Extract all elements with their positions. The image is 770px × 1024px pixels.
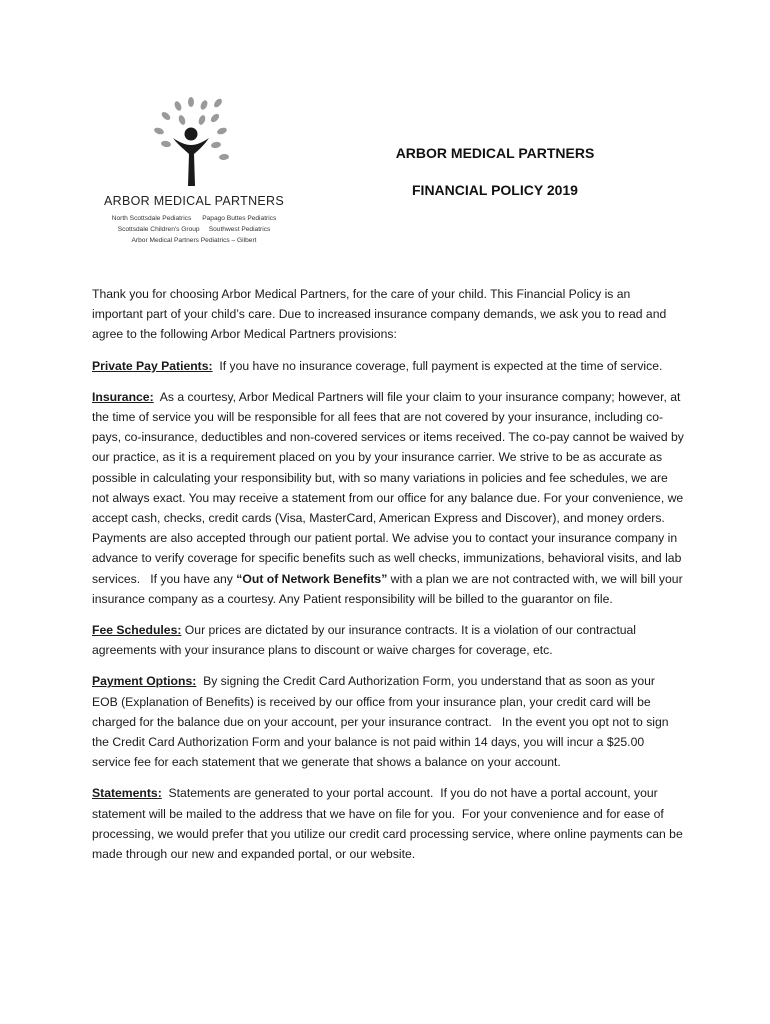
intro-paragraph: Thank you for choosing Arbor Medical Partners, for the care of your child. This Financial Policy is an important part of your child’s care. Due to increased insurance company demands, we ask you to read and agree to the following Arbor Medical Partners provisions:: [92, 287, 667, 342]
payment-options-section: [92, 671, 684, 772]
document-subtitle: FINANCIAL POLICY 2019: [412, 182, 578, 198]
statements-label: Statements:: [92, 786, 162, 801]
fee-schedules-text: Our prices are dictated by our insurance contracts. It is a violation of our contractual agreements with your insurance plans to discount or waive charges for coverage, etc.: [92, 623, 636, 658]
logo-name: ARBOR MEDICAL PARTNERS: [103, 194, 284, 208]
logo-practice-line-2: Scottsdale Children's Group Southwest Pediatrics: [117, 226, 271, 233]
private-pay-section: [92, 356, 684, 376]
logo-practice-line-3: Arbor Medical Partners Pediatrics – Gilbert: [131, 237, 257, 244]
fee-schedules-label: Fee Schedules:: [92, 623, 182, 638]
insurance-label: Insurance:: [92, 389, 154, 404]
insurance-text-b: with a plan we are not contracted with, we will bill your insurance company as a courtesy. Any Patient responsibility will be billed to the guarantor on file.: [92, 571, 683, 606]
insurance-section: [92, 387, 688, 609]
document-title: ARBOR MEDICAL PARTNERS: [395, 145, 595, 161]
policy-body: [92, 284, 688, 875]
payment-options-text: By signing the Credit Card Authorization Form, you understand that as soon as your EOB (Explanation of Benefits) is received by our office from your insurance plan, your credit card will be charged for the balance due on your account, per your insurance contract. In the event you opt not to sign the Credit Card Authorization Form and your balance is not paid within 14 days, you will incur a $25.00 service fee for each statement that we generate that shows a balance on your account.: [92, 674, 672, 770]
fee-schedules-section: [92, 620, 684, 660]
statements-section: [92, 783, 687, 864]
private-pay-text: If you have no insurance coverage, full payment is expected at the time of service.: [212, 358, 663, 373]
insurance-text-a: As a courtesy, Arbor Medical Partners will file your claim to your insurance company; however, at the time of service you will be responsible for all fees that are not covered by your insurance, including co-pays, co-insurance, deductibles and non-covered services or items received. The co-pay cannot be waived by our practice, as it is a requirement placed on you by your insurance carrier. We strive to be as accurate as possible in calculating your responsibility but, with so many variations in policies and fee schedules, we are not always exact. You may receive a statement from our office for any balance due. For your convenience, we accept cash, checks, credit cards (Visa, MasterCard, American Express and Discover), and money orders. Payments are also accepted through our patient portal. We advise you to contact your insurance company in advance to verify coverage for specific benefits such as well checks, immunizations, behavioral visits, and lab services. If you have any: [92, 389, 688, 586]
logo-practice-line-1: North Scottsdale Pediatrics Papago Buttes Pediatrics: [111, 215, 277, 222]
private-pay-label: Private Pay Patients:: [92, 358, 213, 373]
out-of-network-emphasis: “Out of Network Benefits”: [236, 571, 388, 586]
payment-options-label: Payment Options:: [92, 674, 197, 689]
tree-person-icon: [145, 94, 243, 194]
statements-text: Statements are generated to your portal account. If you do not have a portal account, your statement will be mailed to the address that we have on file for you. For your convenience and for ease of processing, we would prefer that you utilize our credit card processing service, where online payments can be made through our new and expanded portal, or our website.: [92, 786, 687, 862]
arbor-logo: [88, 94, 300, 254]
